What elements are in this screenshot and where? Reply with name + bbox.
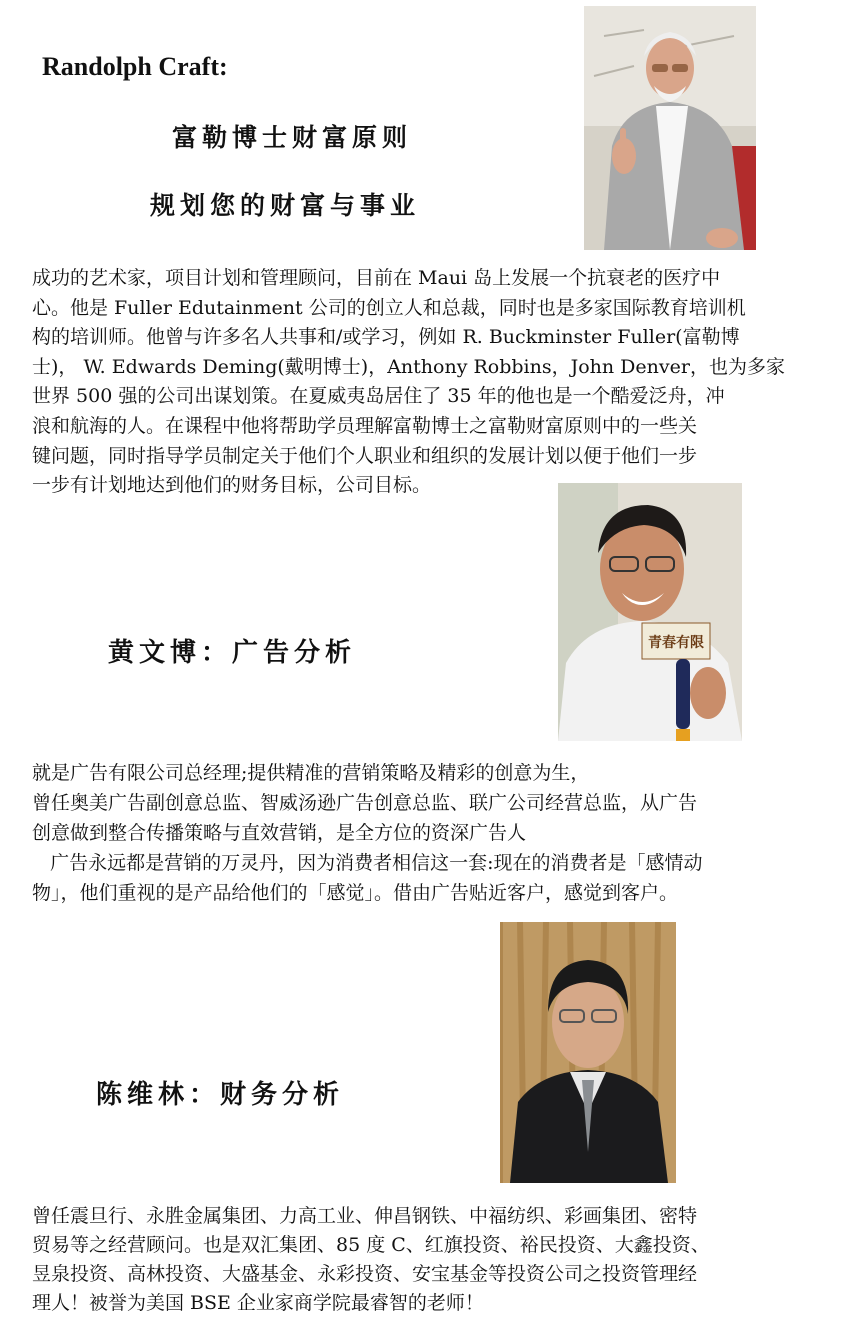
bio-line: 浪和航海的人。在课程中他将帮助学员理解富勒博士之富勒财富原则中的一些关	[32, 414, 698, 437]
sign-text: 青春有限	[648, 635, 704, 651]
portrait-photo-chen-weilin	[500, 922, 676, 1183]
bio-line: 构的培训师。他曾与许多名人共事和/或学习，例如 R. Buckminster Fuller(富勒博	[32, 326, 740, 349]
bio-line: 世界 500 强的公司出谋划策。在夏威夷岛居住了 35 年的他也是一个酷爱泛舟，冲	[32, 385, 725, 408]
bio-randolph-craft	[32, 264, 822, 501]
bio-line: 广告永远都是营销的万灵丹，因为消费者相信这一套:现在的消费者是「感情动	[32, 852, 703, 874]
portrait-photo-huang-wenbo	[558, 483, 742, 741]
bio-line: 士)， W. Edwards Deming(戴明博士)，Anthony Robbins，John Denver，也为多家	[32, 355, 785, 378]
bio-line: 曾任震旦行、永胜金属集团、力高工业、伸昌钢铁、中福纺织、彩画集团、密特	[32, 1205, 698, 1227]
bio-line: 物」，他们重视的是产品给他们的「感觉」。借由广告贴近客户，感觉到客户。	[32, 882, 679, 904]
course-title-line1: 富勒博士财富原则	[172, 123, 413, 152]
bio-chen-weilin	[32, 1202, 822, 1318]
portrait-photo-randolph-craft	[584, 6, 756, 250]
bio-line: 贸易等之经营顾问。也是双汇集团、85 度 C、红旗投资、裕民投资、大鑫投资、	[32, 1234, 710, 1256]
bio-line: 一步有计划地达到他们的财务目标，公司目标。	[32, 474, 432, 497]
speaker-name-heading: Randolph Craft:	[42, 52, 228, 81]
bio-line: 昱泉投资、高林投资、大盛基金、永彩投资、安宝基金等投资公司之投资管理经	[32, 1263, 698, 1285]
bio-line: 成功的艺术家，项目计划和管理顾问，目前在 Maui 岛上发展一个抗衰老的医疗中	[32, 267, 721, 289]
bio-line: 曾任奥美广告副创意总监、智威汤逊广告创意总监、联广公司经营总监，从广告	[32, 792, 698, 814]
section-title-advertising: 黄文博：广告分析	[108, 638, 357, 668]
course-title-line2: 规划您的财富与事业	[150, 191, 421, 220]
bio-line: 就是广告有限公司总经理;提供精准的营销策略及精彩的创意为生，	[32, 762, 590, 784]
bio-line: 理人！被誉为美国 BSE 企业家商学院最睿智的老师！	[32, 1292, 484, 1314]
bio-line: 心。他是 Fuller Edutainment 公司的创立人和总裁，同时也是多家国际教育培训机	[32, 296, 746, 319]
bio-line: 创意做到整合传播策略与直效营销，是全方位的资深广告人	[32, 822, 527, 844]
bio-huang-wenbo	[32, 758, 822, 908]
section-title-finance: 陈维林：财务分析	[96, 1080, 345, 1110]
bio-line: 键问题，同时指导学员制定关于他们个人职业和组织的发展计划以便于他们一步	[32, 444, 698, 467]
